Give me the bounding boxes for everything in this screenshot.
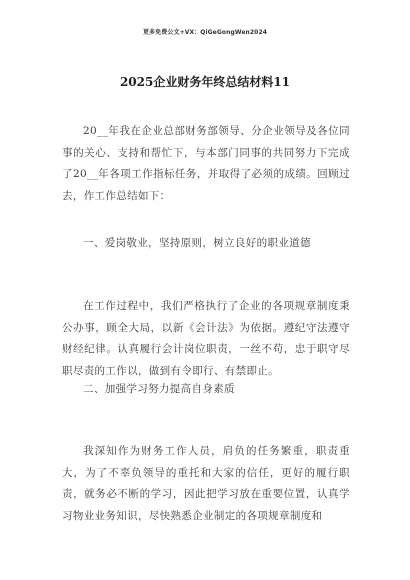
section-body-1: 在工作过程中，我们严格执行了企业的各项规章制度秉公办事，顾全大局，以新《会计法》为依据。遵纪守法遵守财经纪律。认真履行会计岗位职责，一丝不苟，忠于职守尽职尽责的工作以，做到有令即行、有禁即止。 <box>62 300 350 377</box>
section-heading-2: 二、加强学习努力提高自身素质 <box>83 383 235 395</box>
section-body-2: 我深知作为财务工作人员，肩负的任务繁重，职责重大，为了不辜负领导的重托和大家的信任，更好的履行职责，就务必不断的学习，因此把学习放在重要位置，认真学习物业业务知识，尽快熟悉企业制定的各项规章制度和 <box>62 445 350 522</box>
document-title: 2025企业财务年终总结材料11 <box>119 75 291 89</box>
header-note: 更多免费公文+VX：QiGeGongWen2024 <box>142 29 267 36</box>
intro-paragraph: 20__年我在企业总部财务部领导、分企业领导及各位同事的关心、支持和帮忙下，与本部门同事的共同努力下完成了20__年各项工作指标任务，并取得了必须的成绩。回顾过去，作工作总结如下： <box>62 125 350 202</box>
section-heading-1: 一、爱岗敬业，坚持原则，树立良好的职业道德 <box>83 237 311 249</box>
